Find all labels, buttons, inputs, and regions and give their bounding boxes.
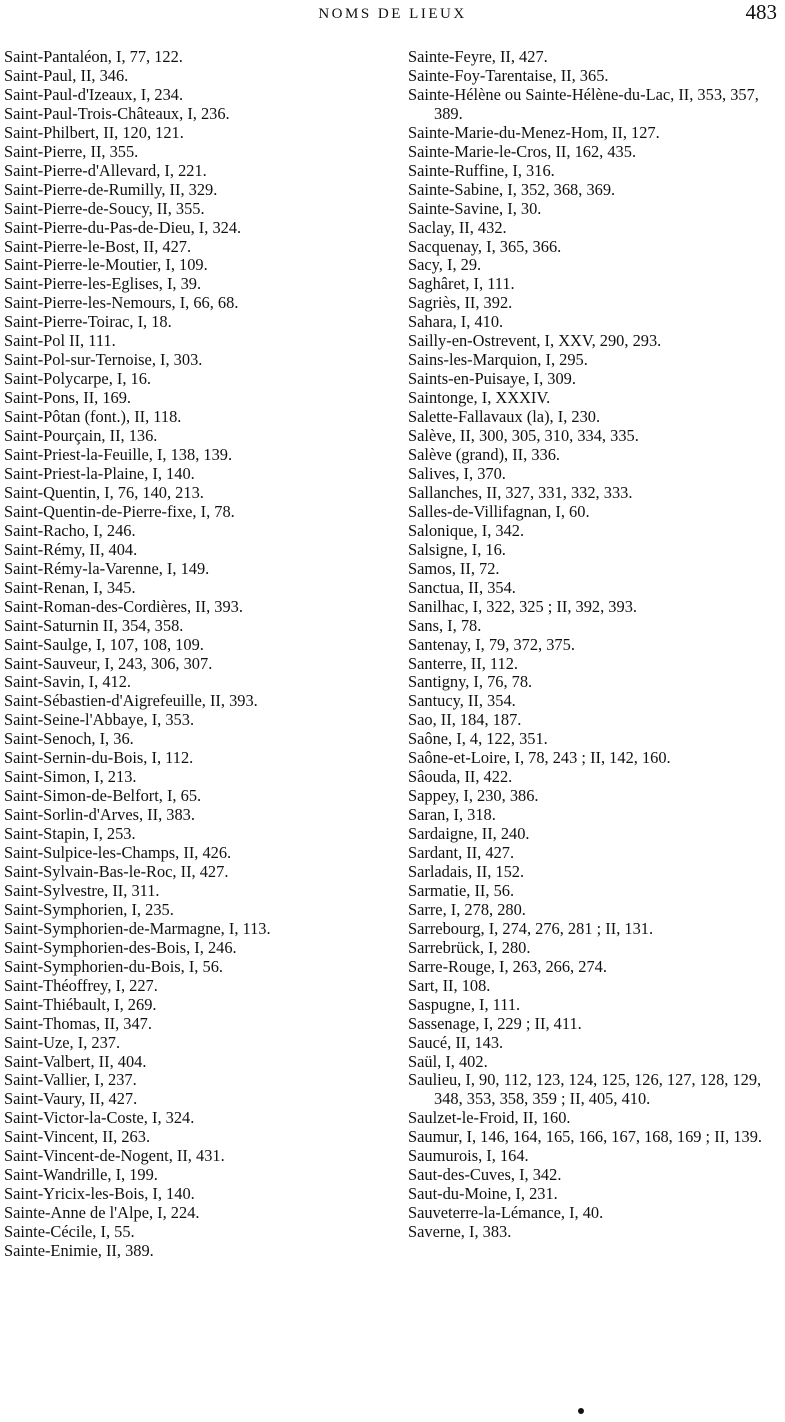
page-header — [0, 0, 785, 28]
index-entry: Saint-Symphorien-de-Marmagne, I, 113. — [4, 918, 271, 938]
index-entry: Sarmatie, II, 56. — [408, 880, 515, 900]
index-entry: Saint-Théoffrey, I, 227. — [4, 975, 158, 995]
index-entry: Sainte-Marie-le-Cros, II, 162, 435. — [408, 141, 637, 161]
index-entry: Sarladais, II, 152. — [408, 861, 525, 881]
index-entry: Sâouda, II, 422. — [408, 767, 513, 787]
index-entry: Salève (grand), II, 336. — [408, 445, 561, 465]
index-entry: Saint-Rémy, II, 404. — [4, 539, 138, 559]
index-entry: Sarrebourg, I, 274, 276, 281 ; II, 131. — [408, 918, 654, 938]
index-entry: Saint-Quentin, I, 76, 140, 213. — [4, 482, 204, 502]
index-entry: Saint-Senoch, I, 36. — [4, 729, 134, 749]
index-entry: Saint-Pons, II, 169. — [4, 388, 132, 408]
index-entry: Sainte-Enimie, II, 389. — [4, 1241, 154, 1261]
index-entry: Saint-Pierre-les-Eglises, I, 39. — [4, 274, 202, 294]
index-entry: Salles-de-Villifagnan, I, 60. — [408, 501, 590, 521]
index-entry: Saint-Paul-Trois-Châteaux, I, 236. — [4, 103, 230, 123]
index-entry: Salsigne, I, 16. — [408, 539, 506, 559]
index-entry: Saint-Rémy-la-Varenne, I, 149. — [4, 558, 210, 578]
index-entry: Saône-et-Loire, I, 78, 243 ; II, 142, 160. — [408, 748, 671, 768]
index-entry: Sacy, I, 29. — [408, 255, 482, 275]
index-entry: Sainte-Foy-Tarentaise, II, 365. — [408, 65, 609, 85]
index-entry: Saint-Paul, II, 346. — [4, 65, 129, 85]
index-entry: Santucy, II, 354. — [408, 691, 516, 711]
index-entry: Saint-Symphorien-des-Bois, I, 246. — [4, 937, 237, 957]
index-entry: Saint-Sulpice-les-Champs, II, 426. — [4, 843, 232, 863]
printer-mark — [578, 1408, 584, 1414]
index-entry: Saint-Wandrille, I, 199. — [4, 1165, 158, 1185]
index-entry: Sart, II, 108. — [408, 975, 491, 995]
index-entry: Saut-du-Moine, I, 231. — [408, 1184, 558, 1204]
index-entry: Saint-Victor-la-Coste, I, 324. — [4, 1108, 195, 1128]
index-entry: Sacquenay, I, 365, 366. — [408, 236, 562, 256]
index-entry: Saclay, II, 432. — [408, 217, 507, 237]
index-entry: Saverne, I, 383. — [408, 1222, 512, 1242]
index-entry: Saint-Pierre-d'Allevard, I, 221. — [4, 160, 207, 180]
index-entry: Sainte-Feyre, II, 427. — [408, 47, 548, 66]
index-entry: Saint-Quentin-de-Pierre-fixe, I, 78. — [4, 501, 235, 521]
index-entry: Saintonge, I, XXXIV. — [408, 388, 551, 408]
index-entry: Santenay, I, 79, 372, 375. — [408, 634, 575, 654]
index-entry: Saspugne, I, 111. — [408, 994, 521, 1014]
index-entry: Sappey, I, 230, 386. — [408, 786, 539, 806]
index-entry: Saint-Sébastien-d'Aigrefeuille, II, 393. — [4, 691, 258, 711]
page-number: 483 — [745, 0, 777, 24]
index-entry: Santerre, II, 112. — [408, 653, 518, 673]
index-entry: Sallanches, II, 327, 331, 332, 333. — [408, 482, 633, 502]
index-entry: Sarre-Rouge, I, 263, 266, 274. — [408, 956, 607, 976]
index-entry: Sarrebrück, I, 280. — [408, 937, 531, 957]
index-entry: Saumur, I, 146, 164, 165, 166, 167, 168, 169 ; II, 139. — [408, 1127, 762, 1147]
running-title: NOMS DE LIEUX — [318, 6, 467, 22]
index-entry: Saints-en-Puisaye, I, 309. — [408, 369, 576, 389]
index-entry: Saghâret, I, 111. — [408, 274, 515, 294]
index-entry: Saran, I, 318. — [408, 805, 496, 825]
index-entry: Saint-Vincent, II, 263. — [4, 1127, 151, 1147]
index-entry: Sailly-en-Ostrevent, I, XXV, 290, 293. — [408, 331, 662, 351]
index-entry: Saint-Symphorien, I, 235. — [4, 899, 174, 919]
index-entry: Saint-Yricix-les-Bois, I, 140. — [4, 1184, 195, 1204]
index-entry: Saint-Sylvestre, II, 311. — [4, 880, 160, 900]
index-entry: Sardaigne, II, 240. — [408, 824, 530, 844]
index-entry: Saint-Renan, I, 345. — [4, 577, 136, 597]
index-entry: Saulieu, I, 90, 112, 123, 124, 125, 126, 127, 128, 129, 348, 353, 358, 359 ; II, 405, 410. — [408, 1070, 762, 1109]
index-entry: Saône, I, 4, 122, 351. — [408, 729, 548, 749]
index-entry: Sainte-Savine, I, 30. — [408, 198, 542, 218]
index-entry: Saint-Vaury, II, 427. — [4, 1089, 138, 1109]
index-entry: Saint-Pol-sur-Ternoise, I, 303. — [4, 350, 203, 370]
index-entry: Samos, II, 72. — [408, 558, 500, 578]
index-entry: Saint-Priest-la-Feuille, I, 138, 139. — [4, 445, 233, 465]
index-entry: Sarre, I, 278, 280. — [408, 899, 526, 919]
index-entry: Saint-Saturnin II, 354, 358. — [4, 615, 184, 635]
index-entry: Saint-Thomas, II, 347. — [4, 1013, 152, 1033]
index-entry: Sao, II, 184, 187. — [408, 710, 522, 730]
index-entry: Saint-Pierre-les-Nemours, I, 66, 68. — [4, 293, 239, 313]
index-entry: Saint-Seine-l'Abbaye, I, 353. — [4, 710, 195, 730]
index-entry: Sassenage, I, 229 ; II, 411. — [408, 1013, 582, 1033]
index-entry: Sainte-Hélène ou Sainte-Hélène-du-Lac, II, 353, 357, 389. — [408, 84, 759, 123]
index-entry: Saint-Polycarpe, I, 16. — [4, 369, 152, 389]
index-column-left — [4, 48, 384, 1261]
index-entry: Saumurois, I, 164. — [408, 1146, 529, 1166]
index-entry: Saint-Thiébault, I, 269. — [4, 994, 157, 1014]
index-entry: Saint-Roman-des-Cordières, II, 393. — [4, 596, 243, 616]
index-entry: Saint-Valbert, II, 404. — [4, 1051, 147, 1071]
index-entry: Saint-Pierre-du-Pas-de-Dieu, I, 324. — [4, 217, 242, 237]
index-entry: Saint-Philbert, II, 120, 121. — [4, 122, 184, 142]
index-entry: Saint-Sauveur, I, 243, 306, 307. — [4, 653, 213, 673]
index-entry: Saint-Sorlin-d'Arves, II, 383. — [4, 805, 195, 825]
index-entry: Saint-Pourçain, II, 136. — [4, 426, 158, 446]
index-entry: Saut-des-Cuves, I, 342. — [408, 1165, 562, 1185]
index-entry: Saint-Pierre-Toirac, I, 18. — [4, 312, 172, 332]
index-entry: Salonique, I, 342. — [408, 520, 525, 540]
index-entry: Santigny, I, 76, 78. — [408, 672, 533, 692]
index-entry: Saint-Pierre-de-Rumilly, II, 329. — [4, 179, 218, 199]
index-entry: Sainte-Cécile, I, 55. — [4, 1222, 135, 1242]
index-column-right — [408, 48, 783, 1242]
index-entry: Saint-Savin, I, 412. — [4, 672, 132, 692]
index-entry: Saint-Simon, I, 213. — [4, 767, 137, 787]
index-entry: Saint-Pantaléon, I, 77, 122. — [4, 47, 183, 66]
index-entry: Saint-Paul-d'Izeaux, I, 234. — [4, 84, 184, 104]
index-entry: Sainte-Marie-du-Menez-Hom, II, 127. — [408, 122, 660, 142]
index-entry: Saint-Pôtan (font.), II, 118. — [4, 407, 182, 427]
index-entry: Sanilhac, I, 322, 325 ; II, 392, 393. — [408, 596, 637, 616]
index-entry: Sainte-Sabine, I, 352, 368, 369. — [408, 179, 616, 199]
index-entry: Saulzet-le-Froid, II, 160. — [408, 1108, 571, 1128]
index-entry: Sanctua, II, 354. — [408, 577, 516, 597]
index-entry: Saint-Priest-la-Plaine, I, 140. — [4, 463, 195, 483]
index-entry: Saint-Pierre, II, 355. — [4, 141, 139, 161]
index-entry: Sardant, II, 427. — [408, 843, 515, 863]
index-entry: Sahara, I, 410. — [408, 312, 504, 332]
index-entry: Saint-Sylvain-Bas-le-Roc, II, 427. — [4, 861, 229, 881]
index-entry: Sainte-Ruffine, I, 316. — [408, 160, 555, 180]
index-entry: Saint-Vallier, I, 237. — [4, 1070, 137, 1090]
index-entry: Saucé, II, 143. — [408, 1032, 504, 1052]
index-entry: Saint-Simon-de-Belfort, I, 65. — [4, 786, 202, 806]
index-entry: Saint-Stapin, I, 253. — [4, 824, 136, 844]
index-entry: Saint-Pol II, 111. — [4, 331, 116, 351]
index-entry: Salives, I, 370. — [408, 463, 506, 483]
index-entry: Saint-Sernin-du-Bois, I, 112. — [4, 748, 194, 768]
index-entry: Salette-Fallavaux (la), I, 230. — [408, 407, 601, 427]
index-entry: Sagriès, II, 392. — [408, 293, 513, 313]
index-entry: Sainte-Anne de l'Alpe, I, 224. — [4, 1203, 200, 1223]
index-entry: Saint-Pierre-de-Soucy, II, 355. — [4, 198, 205, 218]
index-entry: Saint-Pierre-le-Bost, II, 427. — [4, 236, 192, 256]
index-entry: Saint-Uze, I, 237. — [4, 1032, 121, 1052]
index-entry: Saint-Racho, I, 246. — [4, 520, 136, 540]
index-entry: Salève, II, 300, 305, 310, 334, 335. — [408, 426, 639, 446]
index-entry: Sauveterre-la-Lémance, I, 40. — [408, 1203, 604, 1223]
index-entry: Saint-Pierre-le-Moutier, I, 109. — [4, 255, 208, 275]
index-entry: Sains-les-Marquion, I, 295. — [408, 350, 588, 370]
index-entry: Saül, I, 402. — [408, 1051, 488, 1071]
index-entry: Saint-Saulge, I, 107, 108, 109. — [4, 634, 204, 654]
index-entry: Saint-Symphorien-du-Bois, I, 56. — [4, 956, 223, 976]
index-entry: Saint-Vincent-de-Nogent, II, 431. — [4, 1146, 225, 1166]
index-entry: Sans, I, 78. — [408, 615, 482, 635]
